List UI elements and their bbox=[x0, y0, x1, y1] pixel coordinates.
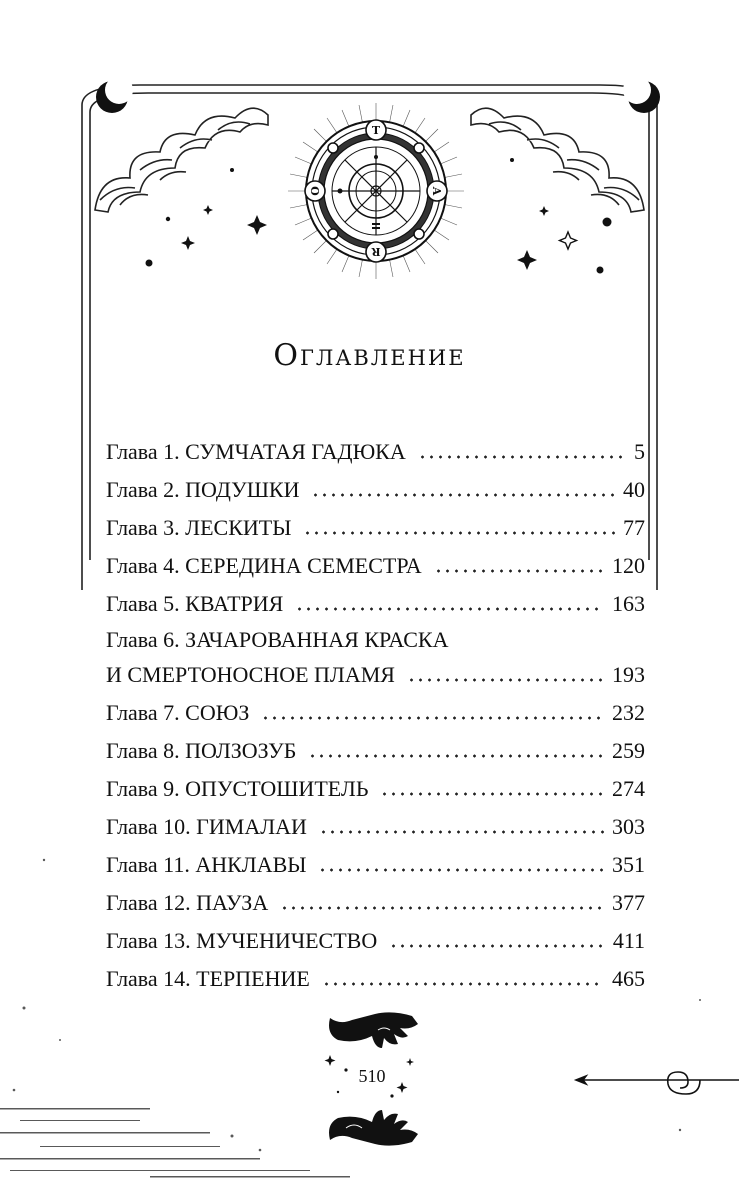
toc-entry-label: Глава 8. ПОЛЗОЗУБ bbox=[106, 738, 297, 763]
toc-entry[interactable] bbox=[106, 960, 645, 998]
toc-entry[interactable] bbox=[106, 808, 645, 846]
arrow-ornament bbox=[576, 1072, 739, 1094]
moon-icon bbox=[96, 76, 133, 113]
clouds-right-icon bbox=[471, 108, 644, 212]
toc-entry-first-line[interactable] bbox=[106, 623, 645, 656]
toc-entry[interactable] bbox=[106, 656, 645, 694]
toc-entry-label: Глава 10. ГИМАЛАИ bbox=[106, 814, 307, 839]
toc-entry-page: 465 bbox=[612, 966, 645, 991]
toc-entry-page: 274 bbox=[612, 776, 645, 801]
toc-entry-page: 377 bbox=[612, 890, 645, 915]
toc-entry-page: 351 bbox=[612, 852, 645, 877]
leader-dots bbox=[387, 926, 605, 948]
toc-entry[interactable] bbox=[106, 509, 645, 547]
toc-entry-page: 193 bbox=[612, 662, 645, 687]
leader-dots bbox=[316, 850, 604, 872]
toc-entry-page: 40 bbox=[623, 477, 645, 502]
toc-entry-label: Глава 4. СЕРЕДИНА СЕМЕСТРА bbox=[106, 553, 422, 578]
toc-entry-label: Глава 9. ОПУСТОШИТЕЛЬ bbox=[106, 776, 369, 801]
toc-entry-label: Глава 14. ТЕРПЕНИЕ bbox=[106, 966, 310, 991]
toc-entry-page: 259 bbox=[612, 738, 645, 763]
clouds-left-icon bbox=[95, 108, 268, 212]
toc-entry-page: 163 bbox=[612, 591, 645, 616]
leader-dots bbox=[432, 551, 604, 573]
toc-entry-page: 232 bbox=[612, 700, 645, 725]
leader-dots bbox=[317, 812, 604, 834]
page-number: 510 bbox=[358, 1066, 386, 1086]
emblem-letter-bottom: R bbox=[371, 245, 381, 258]
toc-entry-page: 303 bbox=[612, 814, 645, 839]
hand-bottom-icon bbox=[329, 1110, 418, 1146]
leader-dots bbox=[306, 736, 604, 758]
toc-entry-label: И СМЕРТОНОСНОЕ ПЛАМЯ bbox=[106, 662, 395, 687]
leader-dots bbox=[416, 437, 626, 459]
emblem-letter-top: T bbox=[371, 124, 381, 137]
leader-dots bbox=[259, 698, 604, 720]
leader-dots bbox=[378, 774, 604, 796]
hand-top-icon bbox=[329, 1012, 418, 1048]
toc-entry[interactable] bbox=[106, 547, 645, 585]
tarot-wheel-emblem bbox=[288, 103, 464, 279]
toc-entry[interactable] bbox=[106, 770, 645, 808]
table-of-contents bbox=[106, 433, 645, 998]
leader-dots bbox=[320, 964, 604, 986]
toc-entry-label: Глава 6. ЗАЧАРОВАННАЯ КРАСКА bbox=[106, 627, 449, 652]
toc-entry-label: Глава 1. СУМЧАТАЯ ГАДЮКА bbox=[106, 439, 406, 464]
toc-entry-label: Глава 12. ПАУЗА bbox=[106, 890, 269, 915]
toc-entry[interactable] bbox=[106, 732, 645, 770]
leader-dots bbox=[309, 475, 615, 497]
toc-entry-page: 77 bbox=[623, 515, 645, 540]
toc-entry[interactable] bbox=[106, 433, 645, 471]
page-title: Оглавление bbox=[273, 338, 466, 373]
leader-dots bbox=[405, 660, 604, 682]
toc-entry[interactable] bbox=[106, 471, 645, 509]
toc-entry-page: 5 bbox=[634, 439, 645, 464]
toc-entry-label: Глава 2. ПОДУШКИ bbox=[106, 477, 300, 502]
toc-entry-label: Глава 3. ЛЕСКИТЫ bbox=[106, 515, 292, 540]
toc-entry-label: Глава 13. МУЧЕНИЧЕСТВО bbox=[106, 928, 378, 953]
toc-entry[interactable] bbox=[106, 884, 645, 922]
leader-dots bbox=[278, 888, 604, 910]
toc-entry[interactable] bbox=[106, 922, 645, 960]
toc-entry[interactable] bbox=[106, 694, 645, 732]
toc-entry-page: 411 bbox=[612, 928, 645, 953]
leader-dots bbox=[293, 589, 604, 611]
emblem-letter-left: O bbox=[309, 186, 322, 196]
toc-entry[interactable] bbox=[106, 585, 645, 623]
moon-icon bbox=[623, 76, 660, 113]
toc-entry-label: Глава 5. КВАТРИЯ bbox=[106, 591, 284, 616]
toc-entry[interactable] bbox=[106, 846, 645, 884]
leader-dots bbox=[301, 513, 615, 535]
emblem-letter-right: A bbox=[430, 186, 443, 196]
toc-entry-label: Глава 7. СОЮЗ bbox=[106, 700, 250, 725]
toc-entry-page: 120 bbox=[612, 553, 645, 578]
toc-entry-label: Глава 11. АНКЛАВЫ bbox=[106, 852, 307, 877]
